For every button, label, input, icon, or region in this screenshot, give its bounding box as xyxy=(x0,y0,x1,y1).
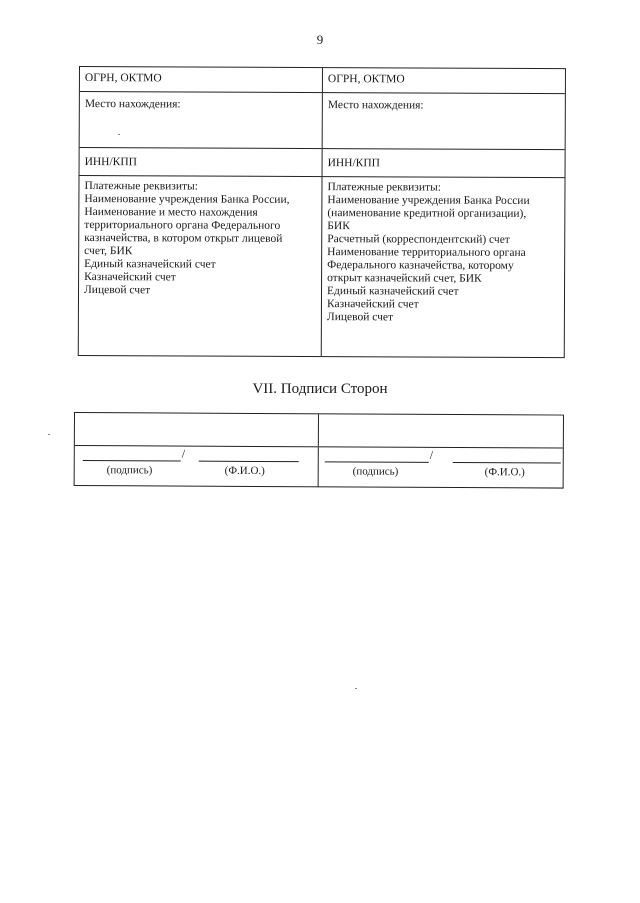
signature-line xyxy=(325,461,429,463)
payment-right-line: открыт казначейский счет, БИК xyxy=(327,272,482,285)
place-left-cell: Место нахождения: xyxy=(80,92,323,148)
requisites-table xyxy=(78,66,566,358)
payment-right-line: Единый казначейский счет xyxy=(326,285,459,298)
payment-right-line: Расчетный (корреспондентский) счет xyxy=(327,233,510,246)
payment-left-line: Наименование и место нахождения xyxy=(84,206,258,219)
party-right-signature xyxy=(319,447,563,488)
payment-row xyxy=(79,176,565,357)
signature-caption: (подпись) xyxy=(106,464,153,477)
payment-right-line: Наименование территориального органа xyxy=(327,246,526,259)
payment-right-line: (наименование кредитной организации), xyxy=(327,207,527,220)
payment-left-line: счет, БИК xyxy=(84,245,133,258)
payment-right-line: Платежные реквизиты: xyxy=(327,181,441,194)
place-row xyxy=(80,92,565,150)
payment-left-line: Казначейский счет xyxy=(84,271,176,284)
payment-right-cell xyxy=(322,177,565,357)
payment-right-line: БИК xyxy=(327,220,350,233)
payment-left-line: казначейства, в котором открыт лицевой xyxy=(84,232,283,245)
name-line xyxy=(199,461,299,463)
payment-left-line: Платежные реквизиты: xyxy=(84,180,198,193)
party-left-signature xyxy=(75,446,319,487)
name-line xyxy=(453,462,561,464)
scan-speck xyxy=(48,434,50,435)
ogrn-row xyxy=(80,67,565,94)
inn-right-cell: ИНН/КПП xyxy=(327,157,380,170)
signatures-header-row xyxy=(75,413,563,449)
slash-separator: / xyxy=(181,446,186,461)
name-caption: (Ф.И.О.) xyxy=(484,466,525,479)
payment-right-line: Наименование учреждения Банка России xyxy=(327,194,530,207)
slash-separator: / xyxy=(429,447,434,462)
payment-left-line: Наименование учреждения Банка России, xyxy=(84,193,290,206)
payment-right-line: Лицевой счет xyxy=(326,311,394,324)
ogrn-right-cell: ОГРН, ОКТМО xyxy=(327,73,405,86)
payment-left-line: территориального органа Федерального xyxy=(84,219,281,232)
party-right-header xyxy=(319,414,563,447)
payment-left-line: Единый казначейский счет xyxy=(84,258,216,271)
payment-left-cell xyxy=(79,176,323,356)
signatures-table xyxy=(74,412,564,489)
party-left-header xyxy=(75,413,319,446)
inn-left-cell: ИНН/КПП xyxy=(80,148,323,176)
signature-line xyxy=(83,460,181,462)
payment-left-line: Лицевой счет xyxy=(83,284,151,297)
inn-row xyxy=(80,148,565,178)
signatures-row xyxy=(75,446,563,489)
payment-right-line: Федерального казначейства, которому xyxy=(327,259,514,272)
name-caption: (Ф.И.О.) xyxy=(224,464,265,477)
page-number: 9 xyxy=(316,32,324,47)
section-title: VII. Подписи Сторон xyxy=(252,381,388,397)
payment-right-line: Казначейский счет xyxy=(326,298,419,311)
place-right-cell: Место нахождения: xyxy=(327,99,424,112)
scan-speck xyxy=(118,134,120,135)
ogrn-left-cell: ОГРН, ОКТМО xyxy=(80,67,323,92)
signature-caption: (подпись) xyxy=(352,465,399,478)
scan-speck xyxy=(355,688,357,689)
